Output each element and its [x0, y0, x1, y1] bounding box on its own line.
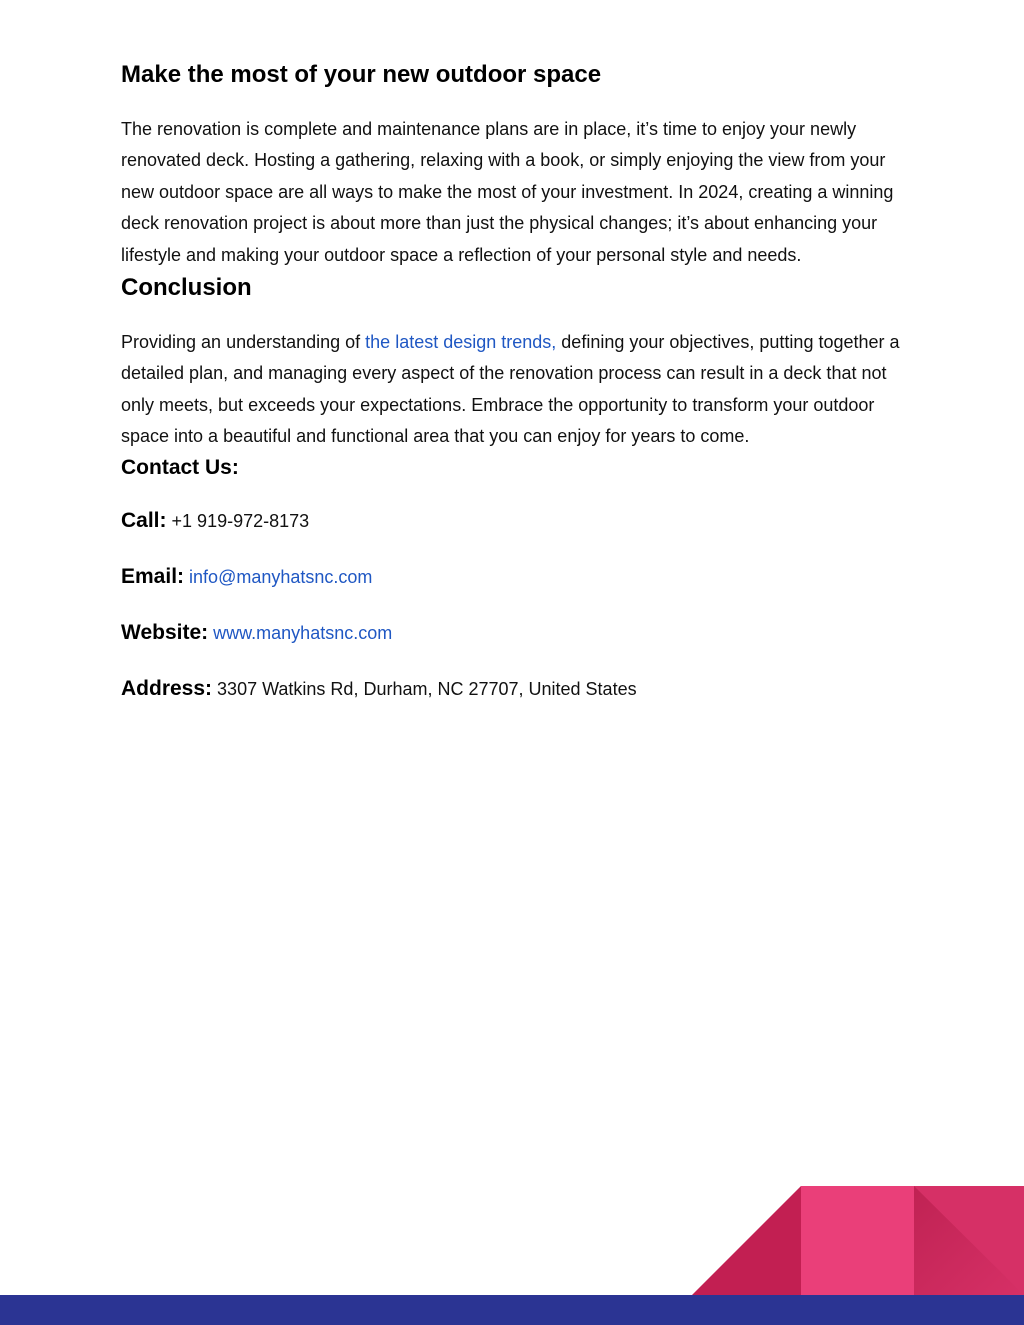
conclusion-paragraph [121, 327, 911, 453]
design-trends-link[interactable]: the latest design trends, [360, 332, 557, 353]
contact-address-line [121, 673, 911, 705]
address-value: 3307 Watkins Rd, Durham, NC 27707, United States [217, 678, 637, 699]
outdoor-space-paragraph: The renovation is complete and maintenance plans are in place, it’s time to enjoy your newly renovated deck. Hosting a gathering, relaxing with a book, or simply enjoying the view from your new outdoor space are all ways to make the most of your investment. In 2024, creating a winning deck renovation project is about more than just the physical changes; it’s about enhancing your lifestyle and making your outdoor space a reflection of your personal style and needs. [121, 119, 894, 265]
address-label: Address: [121, 676, 213, 700]
footer-square-pink [801, 1186, 914, 1295]
footer-decoration [0, 1180, 1024, 1325]
page-content [121, 58, 911, 729]
contact-email-line [121, 561, 911, 593]
website-label: Website: [121, 620, 209, 644]
footer-triangle-dark [692, 1186, 801, 1295]
contact-website-line [121, 617, 911, 649]
section-heading-outdoor-space: Make the most of your new outdoor space [121, 61, 602, 88]
call-value: +1 919-972-8173 [171, 510, 310, 531]
email-link[interactable]: info@manyhatsnc.com [189, 566, 373, 587]
footer-bar [0, 1295, 1024, 1325]
contact-us-heading: Contact Us: [121, 455, 239, 479]
call-label: Call: [121, 508, 167, 532]
email-label: Email: [121, 564, 185, 588]
conclusion-text-end: defining your objectives, putting together a detailed plan, and managing every aspect of the renovation process can result in a deck that not only meets, but exceeds your expectations. Embrace the opportunity to transform your outdoor space into a beautiful and functional area that you can enjoy for years to come. [121, 332, 900, 447]
conclusion-text-start: Providing an understanding of [121, 332, 361, 353]
section-heading-conclusion: Conclusion [121, 274, 252, 302]
contact-call-line [121, 505, 911, 537]
website-link[interactable]: www.manyhatsnc.com [213, 622, 393, 643]
